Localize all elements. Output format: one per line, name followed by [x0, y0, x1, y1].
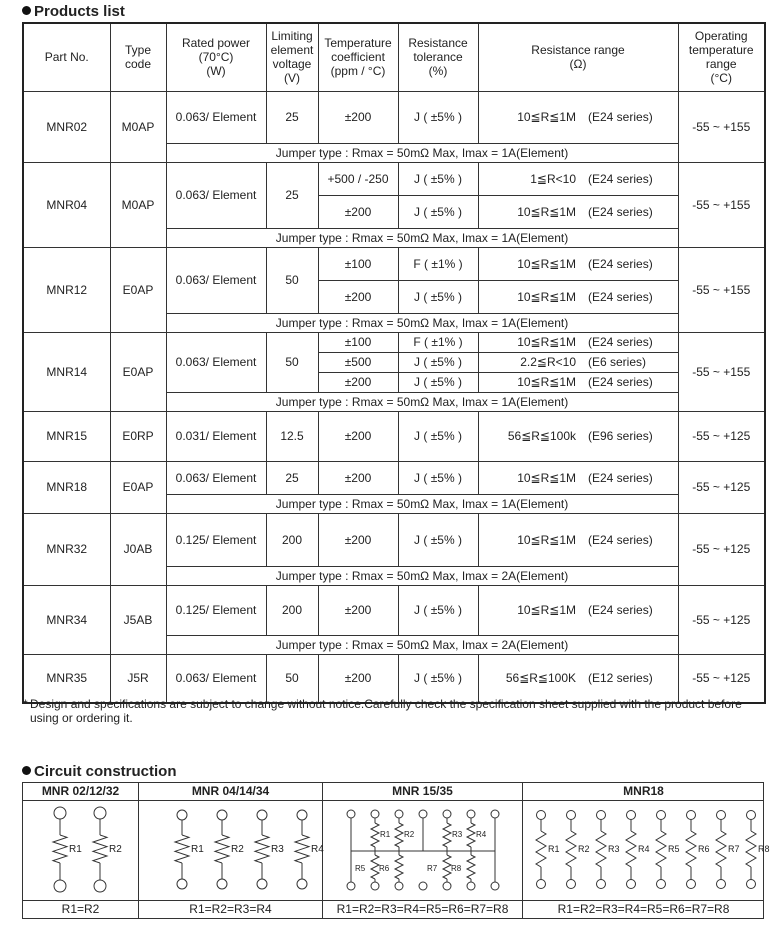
- terminal-icon: [567, 811, 576, 820]
- operating-temp-range: -55 ~ +125: [678, 461, 765, 513]
- rated-power: 0.063/ Element: [166, 332, 266, 392]
- resistor-label: R5: [355, 864, 366, 873]
- rated-power: 0.063/ Element: [166, 247, 266, 313]
- terminal-icon: [371, 810, 379, 818]
- resistance-tolerance: J ( ±5% ): [398, 654, 478, 703]
- resistance-tolerance: F ( ±1% ): [398, 332, 478, 352]
- jumper-spec: Jumper type : Rmax = 50mΩ Max, Imax = 1A(Element): [166, 392, 678, 411]
- header-row: [23, 23, 765, 91]
- circuit-diagram-8r: [523, 801, 770, 901]
- resistor-label: R5: [668, 844, 680, 854]
- table-row: [23, 411, 765, 461]
- resistor-symbol: [686, 831, 696, 867]
- resistor-label: R2: [109, 844, 122, 855]
- temp-coefficient: ±200: [318, 91, 398, 143]
- operating-temp-range: -55 ~ +155: [678, 332, 765, 411]
- resistor-symbol: [536, 831, 546, 867]
- resistance-range: [478, 195, 678, 228]
- terminal-icon: [443, 882, 451, 890]
- rated-power: 0.125/ Element: [166, 585, 266, 635]
- resistor-label: R8: [758, 844, 770, 854]
- terminal-icon: [395, 810, 403, 818]
- temp-coefficient: ±200: [318, 195, 398, 228]
- terminal-icon: [257, 810, 267, 820]
- terminal-icon: [94, 880, 106, 892]
- table-row: [23, 585, 765, 635]
- resistance-tolerance: J ( ±5% ): [398, 513, 478, 566]
- resistor-symbol: [395, 823, 403, 847]
- operating-temp-range: -55 ~ +125: [678, 585, 765, 654]
- products-list-title: Products list: [22, 3, 125, 20]
- type-code: E0AP: [110, 332, 166, 411]
- resistor-symbol: [443, 855, 451, 879]
- resistance-range: [478, 352, 678, 372]
- terminal-icon: [371, 882, 379, 890]
- limiting-voltage: 200: [266, 585, 318, 635]
- circuit-diagram-2r: [23, 801, 139, 901]
- resistance-tolerance: J ( ±5% ): [398, 280, 478, 313]
- resistor-symbol: [53, 835, 67, 863]
- rated-power: 0.125/ Element: [166, 513, 266, 566]
- range-value: 1≦R<10: [530, 171, 576, 186]
- terminal-icon: [717, 880, 726, 889]
- type-code: E0AP: [110, 247, 166, 332]
- products-table: [22, 22, 766, 704]
- header-part-no: Part No.: [23, 23, 110, 91]
- table-row: [23, 513, 765, 566]
- type-code: J0AB: [110, 513, 166, 585]
- table-row: [23, 461, 765, 494]
- circuit-diagram-4r: [139, 801, 323, 901]
- terminal-icon: [297, 879, 307, 889]
- terminal-icon: [395, 882, 403, 890]
- circuit-construction-table: [22, 782, 770, 919]
- temp-coefficient: ±500: [318, 352, 398, 372]
- range-value: 10≦R≦1M: [517, 603, 576, 617]
- terminal-icon: [217, 879, 227, 889]
- range-series: (E24 series): [588, 375, 653, 389]
- temp-coefficient: ±100: [318, 247, 398, 280]
- range-series: (E24 series): [588, 470, 653, 485]
- resistor-label: R4: [476, 830, 487, 839]
- range-series: (E24 series): [588, 110, 653, 124]
- table-row: [23, 332, 765, 352]
- resistor-label: R2: [231, 844, 244, 855]
- circuit-construction-title: Circuit construction: [22, 763, 177, 780]
- terminal-icon: [54, 807, 66, 819]
- rated-power: 0.031/ Element: [166, 411, 266, 461]
- terminal-icon: [443, 810, 451, 818]
- range-value: 10≦R≦1M: [517, 375, 576, 389]
- resistance-range: [478, 247, 678, 280]
- temp-coefficient: ±100: [318, 332, 398, 352]
- circuit-diagram-8r-network: [323, 801, 523, 901]
- resistor-label: R2: [404, 830, 415, 839]
- terminal-icon: [94, 807, 106, 819]
- range-value: 10≦R≦1M: [517, 470, 576, 485]
- disclaimer-note: * Design and specifications are subject to change without notice.Carefully check the specification sheet supplied with the product before using or ordering it.: [23, 697, 742, 725]
- jumper-spec: Jumper type : Rmax = 50mΩ Max, Imax = 2A(Element): [166, 566, 678, 585]
- rated-power: 0.063/ Element: [166, 91, 266, 143]
- type-code: E0AP: [110, 461, 166, 513]
- temp-coefficient: ±200: [318, 461, 398, 494]
- rated-power: 0.063/ Element: [166, 162, 266, 228]
- part-number: MNR34: [23, 585, 110, 654]
- jumper-spec: Jumper type : Rmax = 50mΩ Max, Imax = 1A(Element): [166, 313, 678, 332]
- resistor-symbol: [295, 835, 309, 863]
- terminal-icon: [627, 880, 636, 889]
- resistor-label: R1: [191, 844, 204, 855]
- resistance-range: [478, 280, 678, 313]
- operating-temp-range: -55 ~ +155: [678, 247, 765, 332]
- resistor-label: R6: [698, 844, 710, 854]
- terminal-icon: [597, 880, 606, 889]
- resistance-tolerance: J ( ±5% ): [398, 352, 478, 372]
- terminal-icon: [177, 810, 187, 820]
- header-res-tolerance: Resistance tolerance (%): [398, 23, 478, 91]
- resistor-symbol: [395, 855, 403, 879]
- resistor-symbol: [93, 835, 107, 863]
- jumper-spec: Jumper type : Rmax = 50mΩ Max, Imax = 1A(Element): [166, 228, 678, 247]
- terminal-icon: [257, 879, 267, 889]
- resistance-range: [478, 162, 678, 195]
- jumper-spec: Jumper type : Rmax = 50mΩ Max, Imax = 2A(Element): [166, 635, 678, 654]
- resistor-label: R2: [578, 844, 590, 854]
- terminal-icon: [657, 880, 666, 889]
- operating-temp-range: -55 ~ +155: [678, 91, 765, 162]
- temp-coefficient: +500 / -250: [318, 162, 398, 195]
- range-series: (E24 series): [588, 204, 653, 219]
- limiting-voltage: 25: [266, 91, 318, 143]
- limiting-voltage: 50: [266, 247, 318, 313]
- resistor-symbol: [175, 835, 189, 863]
- terminal-icon: [467, 882, 475, 890]
- terminal-icon: [567, 880, 576, 889]
- header-temp-coef: Temperature coefficient (ppm / °C): [318, 23, 398, 91]
- circuit-col-mnr04: MNR 04/14/34 R1 R2 R3 R4 R1=R2=R3=R4: [139, 783, 323, 918]
- type-code: J5R: [110, 654, 166, 703]
- header-rated-power: Rated power (70°C) (W): [166, 23, 266, 91]
- resistance-tolerance: J ( ±5% ): [398, 411, 478, 461]
- operating-temp-range: -55 ~ +125: [678, 513, 765, 585]
- terminal-icon: [177, 879, 187, 889]
- resistor-symbol: [255, 835, 269, 863]
- range-series: (E24 series): [588, 289, 653, 304]
- part-number: MNR32: [23, 513, 110, 585]
- range-value: 10≦R≦1M: [517, 532, 576, 547]
- resistor-label: R7: [427, 864, 438, 873]
- resistance-tolerance: J ( ±5% ): [398, 195, 478, 228]
- circuit-col-mnr15: MNR 15/35 R1 R2 R3 R4 R5 R6 R7 R8 R1=R2=R3=R4=R5=R6=R7=R8: [323, 783, 523, 918]
- terminal-icon: [347, 810, 355, 818]
- terminal-icon: [687, 880, 696, 889]
- temp-coefficient: ±200: [318, 585, 398, 635]
- resistance-range: [478, 91, 678, 143]
- resistance-range: [478, 513, 678, 566]
- range-series: (E12 series): [588, 671, 653, 686]
- terminal-icon: [717, 811, 726, 820]
- bullet-icon: [22, 6, 31, 15]
- header-limiting-voltage: Limiting element voltage (V): [266, 23, 318, 91]
- resistor-symbol: [566, 831, 576, 867]
- temp-coefficient: ±200: [318, 372, 398, 392]
- range-series: (E24 series): [588, 256, 653, 271]
- resistance-range: [478, 332, 678, 352]
- terminal-icon: [419, 882, 427, 890]
- circuit-col-mnr02: MNR 02/12/32 R1 R2 R1=R2: [23, 783, 139, 918]
- limiting-voltage: 50: [266, 654, 318, 703]
- resistance-tolerance: J ( ±5% ): [398, 91, 478, 143]
- part-number: MNR14: [23, 332, 110, 411]
- terminal-icon: [597, 811, 606, 820]
- header-res-range: Resistance range (Ω): [478, 23, 678, 91]
- part-number: MNR15: [23, 411, 110, 461]
- range-value: 2.2≦R<10: [520, 355, 576, 369]
- part-number: MNR35: [23, 654, 110, 703]
- operating-temp-range: -55 ~ +125: [678, 411, 765, 461]
- operating-temp-range: -55 ~ +125: [678, 654, 765, 703]
- range-series: (E96 series): [588, 429, 653, 443]
- table-row: [23, 247, 765, 280]
- limiting-voltage: 200: [266, 513, 318, 566]
- terminal-icon: [297, 810, 307, 820]
- rated-power: 0.063/ Element: [166, 461, 266, 494]
- temp-coefficient: ±200: [318, 513, 398, 566]
- resistor-label: R3: [608, 844, 620, 854]
- resistor-label: R7: [728, 844, 740, 854]
- resistance-range: [478, 372, 678, 392]
- temp-coefficient: ±200: [318, 411, 398, 461]
- resistance-tolerance: F ( ±1% ): [398, 247, 478, 280]
- terminal-icon: [491, 810, 499, 818]
- part-number: MNR02: [23, 91, 110, 162]
- resistance-tolerance: J ( ±5% ): [398, 461, 478, 494]
- range-value: 10≦R≦1M: [517, 110, 576, 124]
- resistance-range: [478, 654, 678, 703]
- terminal-icon: [537, 880, 546, 889]
- resistor-label: R1: [69, 844, 82, 855]
- temp-coefficient: ±200: [318, 280, 398, 313]
- resistor-symbol: [656, 831, 666, 867]
- range-value: 56≦R≦100K: [505, 671, 576, 686]
- header-type-code: Type code: [110, 23, 166, 91]
- terminal-icon: [491, 882, 499, 890]
- resistor-symbol: [371, 823, 379, 847]
- resistor-symbol: [467, 823, 475, 847]
- resistor-label: R4: [638, 844, 650, 854]
- range-series: (E24 series): [588, 603, 653, 617]
- range-series: (E24 series): [588, 532, 653, 547]
- operating-temp-range: -55 ~ +155: [678, 162, 765, 247]
- resistance-tolerance: J ( ±5% ): [398, 372, 478, 392]
- resistor-symbol: [746, 831, 756, 867]
- terminal-icon: [217, 810, 227, 820]
- terminal-icon: [419, 810, 427, 818]
- terminal-icon: [537, 811, 546, 820]
- temp-coefficient: ±200: [318, 654, 398, 703]
- limiting-voltage: 12.5: [266, 411, 318, 461]
- resistance-tolerance: J ( ±5% ): [398, 585, 478, 635]
- type-code: M0AP: [110, 162, 166, 247]
- resistor-label: R1: [548, 844, 560, 854]
- resistance-tolerance: J ( ±5% ): [398, 162, 478, 195]
- terminal-icon: [54, 880, 66, 892]
- range-value: 10≦R≦1M: [517, 204, 576, 219]
- range-series: (E24 series): [588, 171, 653, 186]
- bullet-icon: [22, 766, 31, 775]
- terminal-icon: [347, 882, 355, 890]
- type-code: M0AP: [110, 91, 166, 162]
- resistance-range: [478, 411, 678, 461]
- limiting-voltage: 50: [266, 332, 318, 392]
- limiting-voltage: 25: [266, 461, 318, 494]
- range-series: (E24 series): [588, 335, 653, 349]
- terminal-icon: [747, 811, 756, 820]
- resistor-label: R4: [311, 844, 324, 855]
- type-code: E0RP: [110, 411, 166, 461]
- table-row: [23, 91, 765, 143]
- type-code: J5AB: [110, 585, 166, 654]
- part-number: MNR04: [23, 162, 110, 247]
- part-number: MNR12: [23, 247, 110, 332]
- resistor-symbol: [626, 831, 636, 867]
- resistor-label: R3: [452, 830, 463, 839]
- jumper-spec: Jumper type : Rmax = 50mΩ Max, Imax = 1A(Element): [166, 143, 678, 162]
- resistor-symbol: [371, 855, 379, 879]
- resistor-symbol: [596, 831, 606, 867]
- resistor-label: R8: [451, 864, 462, 873]
- table-row: [23, 654, 765, 703]
- resistor-symbol: [215, 835, 229, 863]
- part-number: MNR18: [23, 461, 110, 513]
- terminal-icon: [747, 880, 756, 889]
- limiting-voltage: 25: [266, 162, 318, 228]
- header-op-temp: Operating temperature range (°C): [678, 23, 765, 91]
- resistor-symbol: [716, 831, 726, 867]
- circuit-col-mnr18: MNR18 R1 R2 R3 R4 R5 R6 R7 R8 R1=R2=R3=R4=R5=R6=R7=R8: [523, 783, 764, 918]
- resistance-range: [478, 585, 678, 635]
- range-value: 10≦R≦1M: [517, 289, 576, 304]
- jumper-spec: Jumper type : Rmax = 50mΩ Max, Imax = 1A(Element): [166, 494, 678, 513]
- range-series: (E6 series): [588, 355, 647, 369]
- resistor-label: R6: [379, 864, 390, 873]
- resistance-range: [478, 461, 678, 494]
- terminal-icon: [627, 811, 636, 820]
- resistor-symbol: [443, 823, 451, 847]
- resistor-label: R1: [380, 830, 391, 839]
- range-value: 10≦R≦1M: [517, 256, 576, 271]
- terminal-icon: [657, 811, 666, 820]
- terminal-icon: [687, 811, 696, 820]
- resistor-label: R3: [271, 844, 284, 855]
- range-value: 10≦R≦1M: [517, 335, 576, 349]
- resistor-symbol: [467, 855, 475, 879]
- range-value: 56≦R≦100k: [507, 429, 576, 443]
- rated-power: 0.063/ Element: [166, 654, 266, 703]
- terminal-icon: [467, 810, 475, 818]
- table-row: [23, 162, 765, 195]
